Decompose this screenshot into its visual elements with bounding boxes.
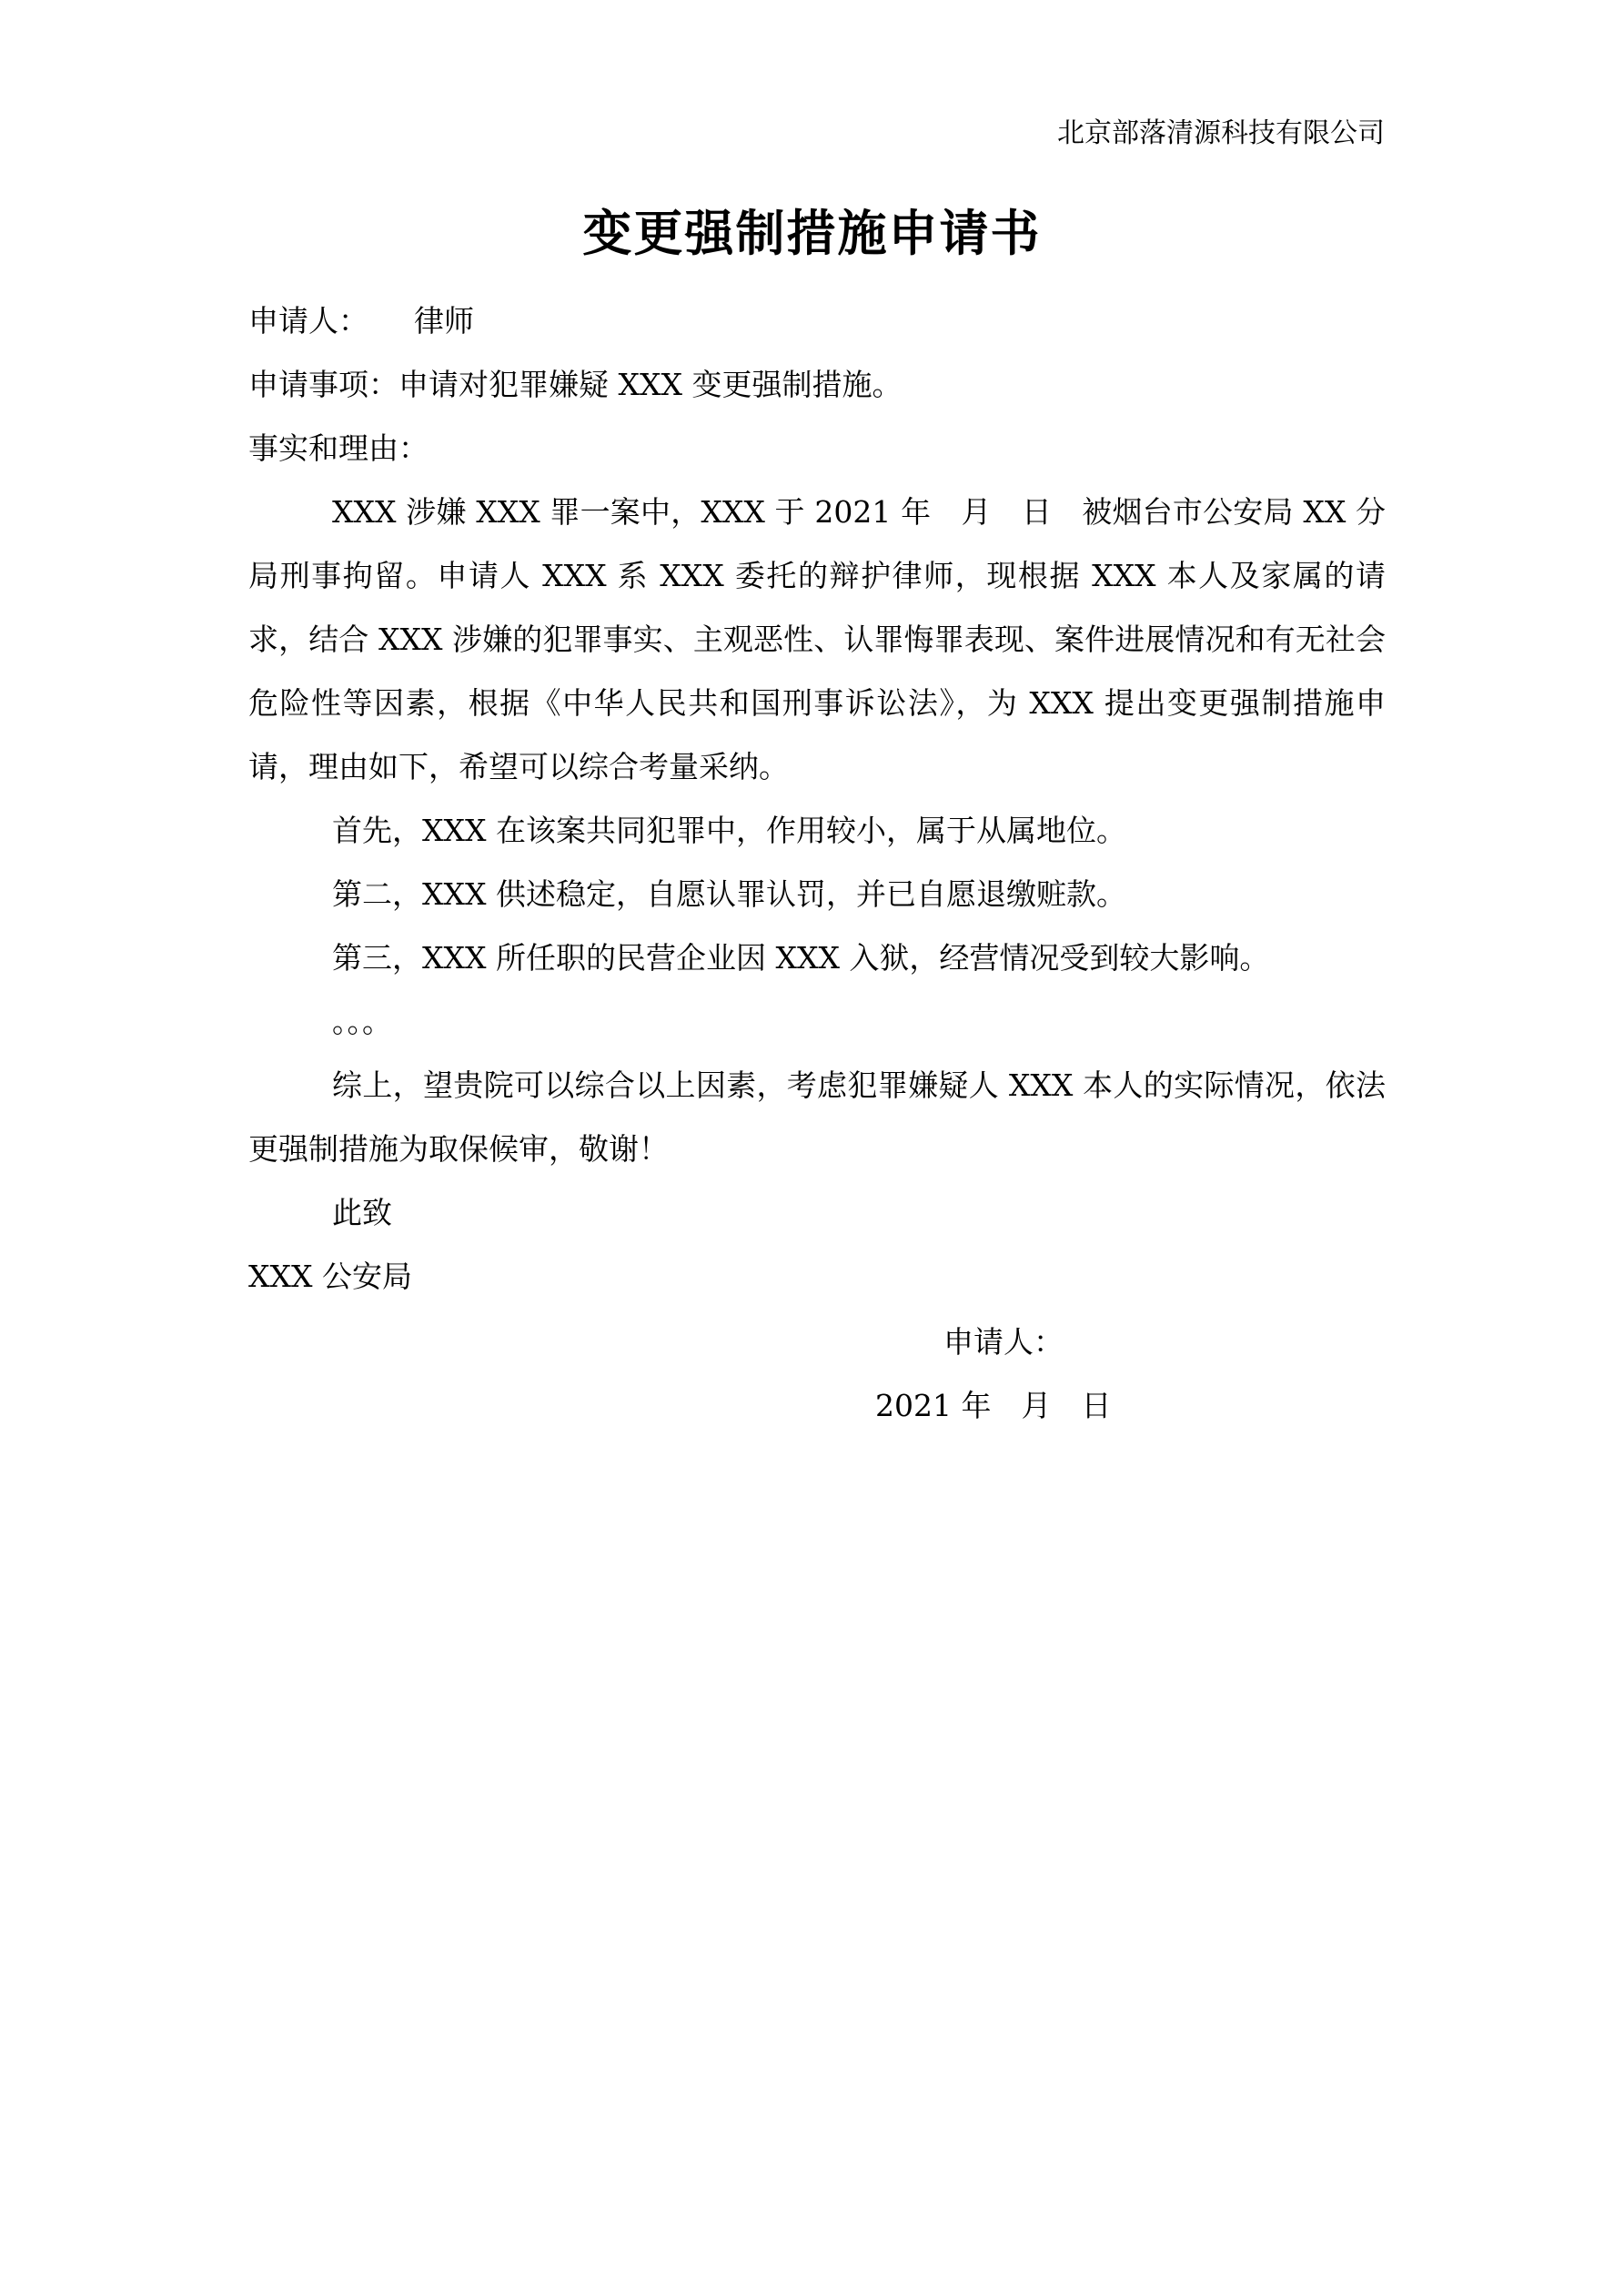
facts-heading: 事实和理由： (248, 430, 429, 466)
ellipsis: 。。。 (332, 1004, 392, 1039)
signature-date: 2021 年 月 日 (875, 1388, 1112, 1423)
applicant-value: 律师 (414, 303, 474, 339)
reason-third: 第三，XXX 所任职的民营企业因 XXX 入狱，经营情况受到较大影响。 (332, 940, 1270, 976)
signature-applicant-label: 申请人： (943, 1324, 1064, 1360)
facts-paragraph: XXX 涉嫌 XXX 罪一案中，XXX 于 2021 年 月 日 被烟台市公安局 XX 分局刑事拘留。申请人 XXX 系 XXX 委托的辩护律师，现根据 XXX 本人及家属的请求，结合 XXX 涉嫌的犯罪事实、主观恶性、认罪悔罪表现、案件进展情况和有无社会危险性等因素，根据《中华人民共和国刑事诉讼法》，为 XXX 提出变更强制措施申请，理由如下，希望可以综合考量采纳。 (248, 494, 1386, 784)
applicant-line (248, 289, 1386, 353)
document-body (248, 289, 1386, 1309)
reason-first: 首先，XXX 在该案共同犯罪中，作用较小，属于从属地位。 (332, 813, 1126, 848)
closing-salutation: 此致 (332, 1195, 392, 1230)
matter-line: 申请事项：申请对犯罪嫌疑 XXX 变更强制措施。 (248, 367, 903, 402)
document-title: 变更强制措施申请书 (582, 205, 1042, 262)
applicant-label: 申请人： (248, 303, 368, 339)
recipient: XXX 公安局 (248, 1259, 412, 1294)
company-header: 北京部落清源科技有限公司 (1057, 117, 1385, 149)
reason-second: 第二，XXX 供述稳定，自愿认罪认罚，并已自愿退缴赃款。 (332, 876, 1126, 912)
conclusion-paragraph: 综上，望贵院可以综合以上因素，考虑犯罪嫌疑人 XXX 本人的实际情况，依法更强制措施为取保候审，敬谢！ (248, 1067, 1386, 1167)
